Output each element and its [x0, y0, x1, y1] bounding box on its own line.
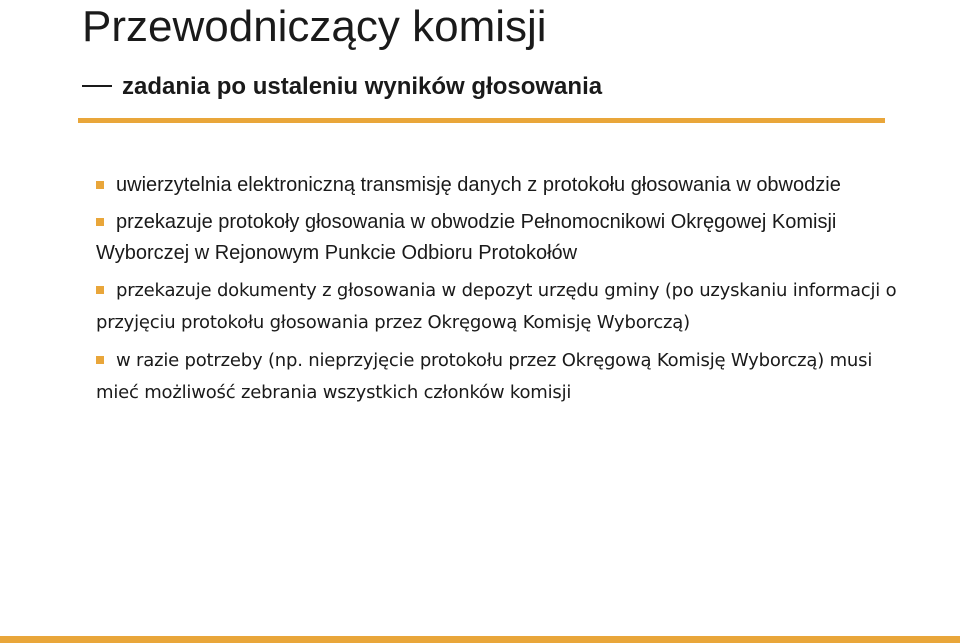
bullet-text: uwierzytelnia elektroniczną transmisję danych z protokołu głosowania w obwodzie — [116, 174, 841, 196]
slide-title: Przewodniczący komisji — [82, 2, 547, 51]
square-bullet-icon — [96, 218, 104, 226]
bullet-text: przekazuje dokumenty z głosowania w depozyt urzędu gminy (po uzyskaniu informacji o przyjęciu protokołu głosowania przez Okręgową Komisję Wyborczą) — [96, 280, 897, 333]
dash-icon — [82, 85, 112, 87]
footer-divider — [0, 636, 960, 643]
title-divider — [78, 118, 885, 123]
bullet-item — [96, 207, 906, 269]
subtitle-text: zadania po ustaleniu wyników głosowania — [122, 73, 603, 100]
bullet-item — [96, 275, 906, 339]
square-bullet-icon — [96, 286, 104, 294]
slide-subtitle — [82, 72, 602, 102]
bullet-item — [96, 170, 906, 201]
square-bullet-icon — [96, 181, 104, 189]
bullet-text: przekazuje protokoły głosowania w obwodzie Pełnomocnikowi Okręgowej Komisji Wyborczej w Rejonowym Punkcie Odbioru Protokołów — [96, 211, 837, 264]
bullet-list — [96, 170, 906, 415]
bullet-text: w razie potrzeby (np. nieprzyjęcie protokołu przez Okręgową Komisję Wyborczą) musi mieć możliwość zebrania wszystkich członków komisji — [96, 350, 873, 403]
bullet-item — [96, 345, 906, 409]
square-bullet-icon — [96, 356, 104, 364]
